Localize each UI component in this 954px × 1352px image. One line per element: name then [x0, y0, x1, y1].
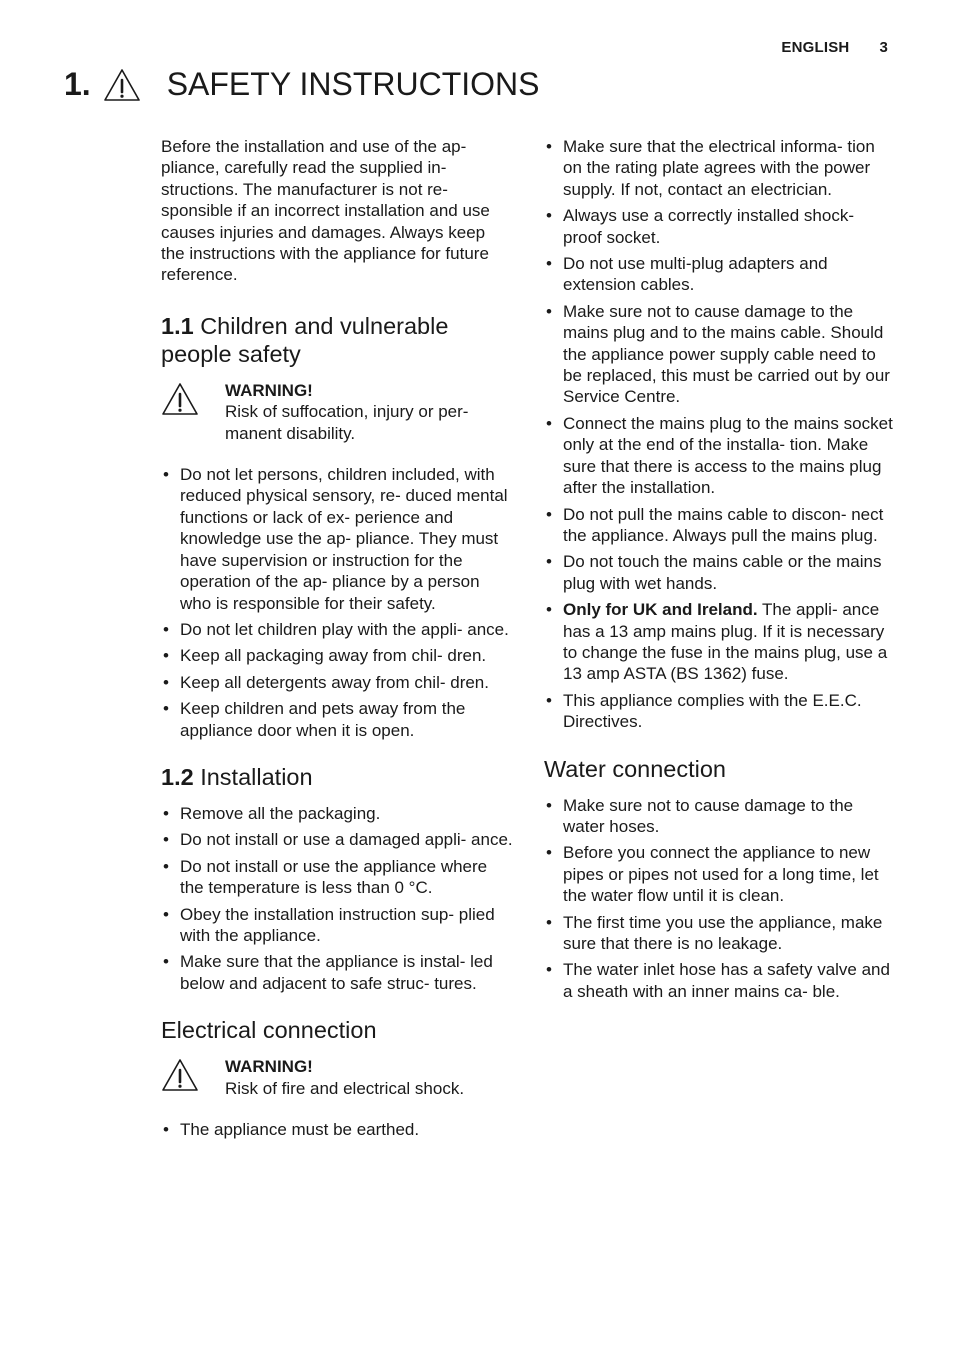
- list-item-uk: [544, 599, 896, 685]
- electrical-list-left: [161, 1119, 513, 1140]
- warning-block: [161, 1056, 513, 1099]
- list-item: • Do not let children play with the appli- ance.: [161, 619, 513, 640]
- list-item: • Always use a correctly installed shock- proof socket.: [544, 205, 896, 248]
- warning-triangle-icon: [161, 382, 199, 416]
- warning-title: WARNING!: [225, 380, 313, 400]
- list-item: • The water inlet hose has a safety valve and a sheath with an inner mains ca- ble.: [544, 959, 896, 1002]
- list-item: • Keep all detergents away from chil- dren.: [161, 672, 513, 693]
- children-safety-list: [161, 464, 513, 741]
- intro-paragraph: Before the installation and use of the ap- pliance, carefully read the supplied in- structions. The manufacturer is not re- sponsible if an incorrect installation and use causes injuries and damages. Always keep the instructions with the appliance for future reference.: [161, 137, 490, 285]
- list-item: • Remove all the packaging.: [161, 803, 513, 824]
- section-title: Installation: [200, 763, 313, 790]
- warning-text: Risk of suffocation, injury or per- manent disability.: [225, 402, 469, 443]
- title-number: 1.: [64, 66, 91, 102]
- section-water-heading: Water connection: [544, 755, 726, 782]
- warning-triangle-icon: [161, 1058, 199, 1092]
- warning-text: Risk of fire and electrical shock.: [225, 1078, 465, 1098]
- page-number: 3: [879, 39, 888, 56]
- list-item: • Make sure that the appliance is instal- led below and adjacent to safe struc- tures.: [161, 951, 513, 994]
- list-item: • Make sure that the electrical informa- tion on the rating plate agrees with the power supply. If not, contact an electrician.: [544, 136, 896, 200]
- list-item: • The appliance must be earthed.: [161, 1119, 513, 1140]
- list-item: • Connect the mains plug to the mains socket only at the end of the installa- tion. Make sure that there is access to the mains plug after the installation.: [544, 413, 896, 499]
- warning-block: [161, 380, 513, 444]
- list-item: • Do not touch the mains cable or the mains plug with wet hands.: [544, 551, 896, 594]
- section-number: 1.1: [161, 312, 194, 339]
- list-item: • Keep children and pets away from the appliance door when it is open.: [161, 698, 513, 741]
- page-header: [781, 39, 888, 56]
- list-item: • Do not install or use a damaged appli- ance.: [161, 829, 513, 850]
- uk-text: The appli- ance has a 13 amp mains plug. If it is necessary to change the fuse in the mains plug, use a 13 amp ASTA (BS 1362) fuse.: [563, 600, 888, 684]
- section-number: 1.2: [161, 763, 194, 790]
- list-item: • Make sure not to cause damage to the mains plug and to the mains cable. Should the appliance power supply cable need to be replaced, this must be carried out by our Service Centre.: [544, 301, 896, 408]
- section-children-heading: [161, 312, 513, 368]
- list-item: • The first time you use the appliance, make sure that there is no leakage.: [544, 912, 896, 955]
- title-text: SAFETY INSTRUCTIONS: [166, 66, 540, 102]
- header-language: ENGLISH: [781, 39, 850, 56]
- section-installation-heading: [161, 763, 513, 791]
- list-item: • Obey the installation instruction sup- plied with the appliance.: [161, 904, 513, 947]
- warning-title: WARNING!: [225, 1057, 313, 1077]
- list-item: • Make sure not to cause damage to the water hoses.: [544, 795, 896, 838]
- electrical-list-right: [544, 136, 896, 733]
- list-item: • Do not use multi-plug adapters and extension cables.: [544, 253, 896, 296]
- warning-triangle-icon: [103, 68, 141, 102]
- right-column: [544, 136, 896, 1024]
- list-item: • Keep all packaging away from chil- dren.: [161, 645, 513, 666]
- uk-bold-label: Only for UK and Ireland.: [563, 600, 758, 620]
- installation-list: [161, 803, 513, 994]
- list-item: • Do not pull the mains cable to discon- nect the appliance. Always pull the mains plug.: [544, 504, 896, 547]
- page-title: [64, 66, 539, 103]
- water-list: [544, 795, 896, 1003]
- list-item: • This appliance complies with the E.E.C. Directives.: [544, 690, 896, 733]
- list-item: • Before you connect the appliance to new pipes or pipes not used for a long time, let the water flow until it is clean.: [544, 842, 896, 906]
- section-electrical-heading: Electrical connection: [161, 1017, 377, 1044]
- list-item: • Do not install or use the appliance where the temperature is less than 0 °C.: [161, 856, 513, 899]
- section-title: Children and vulnerable people safety: [161, 312, 449, 367]
- left-column: [161, 136, 513, 1162]
- list-item: • Do not let persons, children included, with reduced physical sensory, re- duced mental functions or lack of ex- perience and knowledge use the ap- pliance. They must have supervision or instruction for the operation of the ap- pliance by a person who is responsible for their safety.: [161, 464, 513, 614]
